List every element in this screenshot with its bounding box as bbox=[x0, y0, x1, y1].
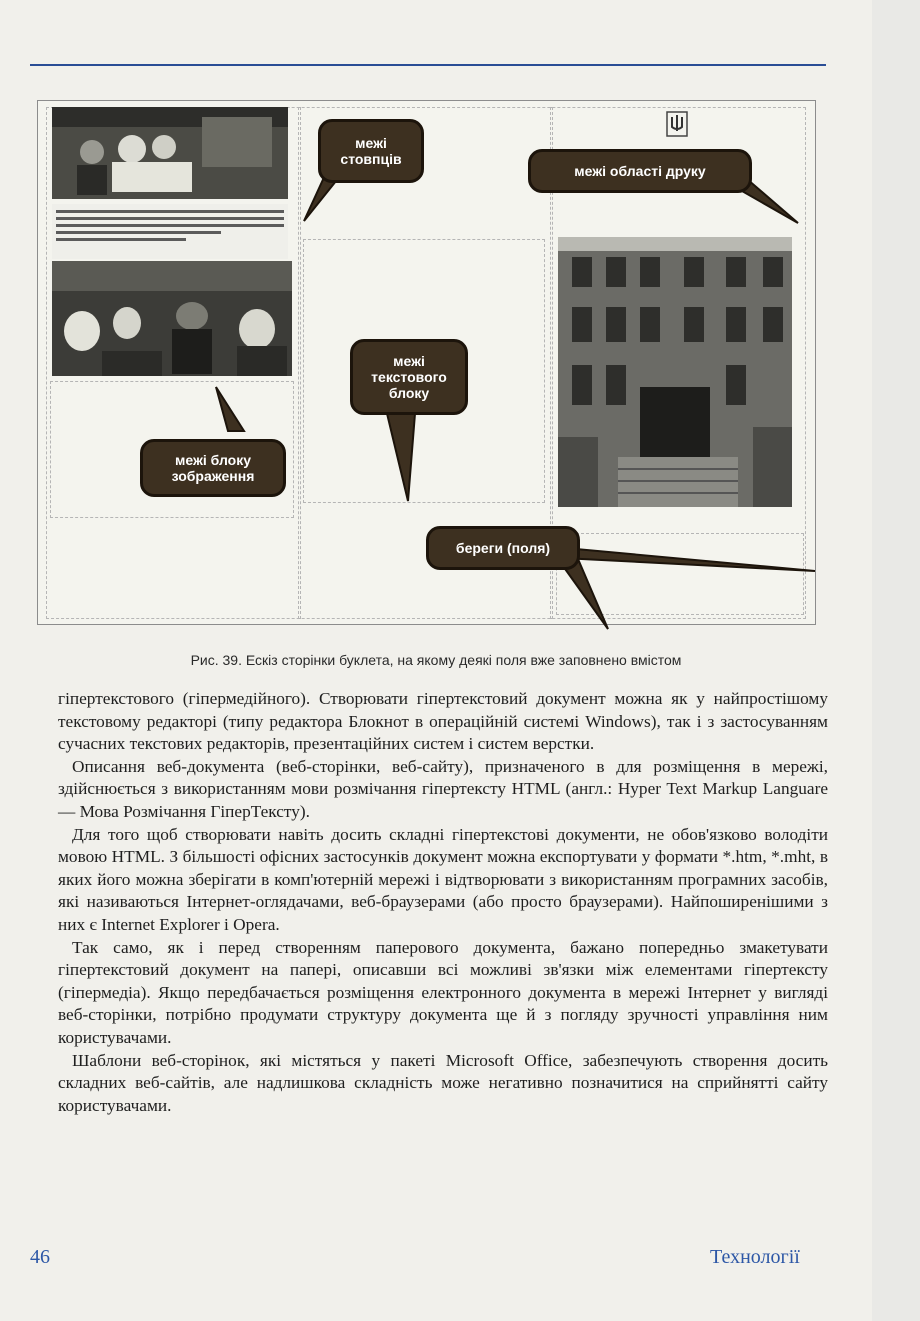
booklet-sketch-figure bbox=[37, 100, 816, 625]
body-text bbox=[58, 688, 828, 1117]
paragraph: Так само, як і перед створенням паперового документа, бажано попередньо змакетувати гіпертекстовий документ на папері, описавши всі можливі зв'язки між елементами гіпертексту (гіпермедіа). Якщо передбачається розміщення електронного документа в мережі Інтернет у вигляді веб-сторінки, потрібно продумати структуру документа ще й з погляду зручності управління ним користувачами. bbox=[58, 937, 828, 1047]
paragraph: Описання веб-документа (веб-сторінки, веб-сайту), призначеного в для розміщення в мережі, здійснюється з використанням мови розмічання гіпертексту HTML (англ.: Hyper Text Markup Languare — Мова Розмічання ГіперТексту). bbox=[58, 756, 828, 821]
paragraph: Для того щоб створювати навіть досить складні гіпертекстові документи, не обов'язково володіти мовою HTML. З більшості офісних застосунків документ можна експортувати у формати *.htm, *.mht, в яких його можна зберігати в комп'ютерній мережі і відтворювати з використанням програмних засобів, які називаються Інтернет-оглядачами, веб-браузерами (або просто браузерами). Найпоширенішими з них є Internet Explorer і Opera. bbox=[58, 824, 828, 934]
section-title: Технології bbox=[710, 1246, 800, 1268]
page-number: 46 bbox=[30, 1246, 50, 1268]
paragraph: гіпертекстового (гіпермедійного). Створювати гіпертекстовий документ можна як у найпростішому текстовому редакторі (типу редактора Блокнот в операційній системі Windows), так і з застосуванням сучасних текстових редакторів, презентаційних систем і систем верстки. bbox=[58, 689, 828, 754]
callout-columns: межі стовпців bbox=[318, 119, 424, 183]
figure-caption: Рис. 39. Ескіз сторінки буклета, на якому деякі поля вже заповнено вмістом bbox=[190, 652, 682, 668]
paragraph: Шаблони веб-сторінок, які містяться у пакеті Microsoft Office, забезпечують створення досить складних веб-сайтів, але надлишкова складність може негативно позначитися на сприйнятті сайту користувачами. bbox=[58, 1050, 828, 1115]
callout-margins: береги (поля) bbox=[426, 526, 580, 570]
callout-text-block: межі текстового блоку bbox=[350, 339, 468, 415]
page-edge bbox=[872, 0, 920, 1321]
header-rule bbox=[30, 64, 826, 66]
callout-print-area: межі області друку bbox=[528, 149, 752, 193]
callout-image-block: межі блоку зображення bbox=[140, 439, 286, 497]
